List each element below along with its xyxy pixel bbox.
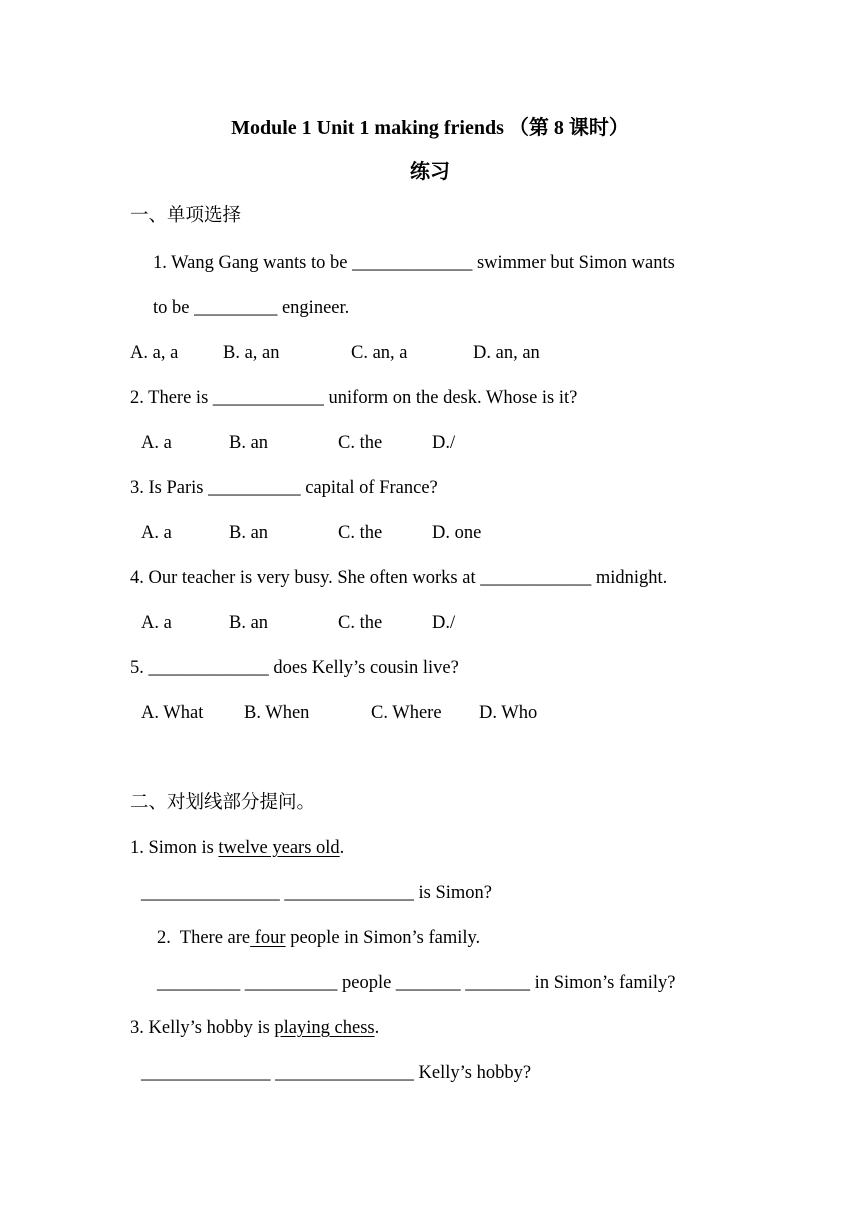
s2-q3-text — [130, 1019, 379, 1038]
s2-q1-prefix: 1. Simon is — [130, 838, 219, 858]
section1-heading: 一、单项选择 — [130, 206, 242, 226]
q2-option-b: B. an — [229, 433, 269, 453]
q5-option-c: C. Where — [371, 703, 442, 723]
page-title: Module 1 Unit 1 making friends （第 8 课时） — [231, 117, 629, 139]
q1-option-d: D. an, an — [473, 343, 540, 363]
s2-q3-prefix: 3. Kelly’s hobby is — [130, 1018, 275, 1038]
s2-q2-suffix: people in Simon’s family. — [285, 928, 481, 948]
q5-text: 5. _____________ does Kelly’s cousin live? — [130, 658, 459, 678]
q2-text: 2. There is ____________ uniform on the desk. Whose is it? — [130, 388, 578, 408]
q2-option-c: C. the — [338, 433, 383, 453]
q1-option-a: A. a, a — [130, 343, 179, 363]
q3-option-d: D. one — [432, 523, 482, 543]
q4-text: 4. Our teacher is very busy. She often works at ____________ midnight. — [130, 568, 668, 588]
s2-q3-suffix: . — [374, 1018, 380, 1038]
q3-option-a: A. a — [141, 523, 172, 543]
q5-option-b: B. When — [244, 703, 310, 723]
s2-q2-underlined: four — [250, 928, 286, 948]
s2-q1-suffix: . — [339, 838, 345, 858]
s2-q2-prefix: 2. There are — [157, 928, 251, 948]
q5-option-d: D. Who — [479, 703, 538, 723]
q2-option-a: A. a — [141, 433, 172, 453]
s2-q3-underlined: playing chess — [274, 1018, 375, 1038]
q1-option-b: B. a, an — [223, 343, 280, 363]
q3-option-c: C. the — [338, 523, 383, 543]
q1-line1: 1. Wang Gang wants to be _____________ swimmer but Simon wants — [153, 253, 675, 273]
s2-q2-text — [157, 929, 480, 948]
section2-heading: 二、对划线部分提问。 — [130, 793, 316, 813]
q4-option-d: D./ — [432, 613, 456, 633]
s2-q3-answer-line: ______________ _______________ Kelly’s hobby? — [141, 1063, 532, 1083]
q2-option-d: D./ — [432, 433, 456, 453]
s2-q2-answer-line: _________ __________ people _______ _______ in Simon’s family? — [157, 973, 676, 993]
s2-q1-text — [130, 839, 344, 858]
q4-option-b: B. an — [229, 613, 269, 633]
q1-option-c: C. an, a — [351, 343, 408, 363]
q5-option-a: A. What — [141, 703, 204, 723]
q3-option-b: B. an — [229, 523, 269, 543]
s2-q1-answer-line: _______________ ______________ is Simon? — [141, 883, 492, 903]
s2-q1-underlined: twelve years old — [218, 838, 340, 858]
q1-line2: to be _________ engineer. — [153, 298, 350, 318]
page-subtitle: 练习 — [410, 161, 450, 183]
q4-option-c: C. the — [338, 613, 383, 633]
q4-option-a: A. a — [141, 613, 172, 633]
q3-text: 3. Is Paris __________ capital of France? — [130, 478, 438, 498]
